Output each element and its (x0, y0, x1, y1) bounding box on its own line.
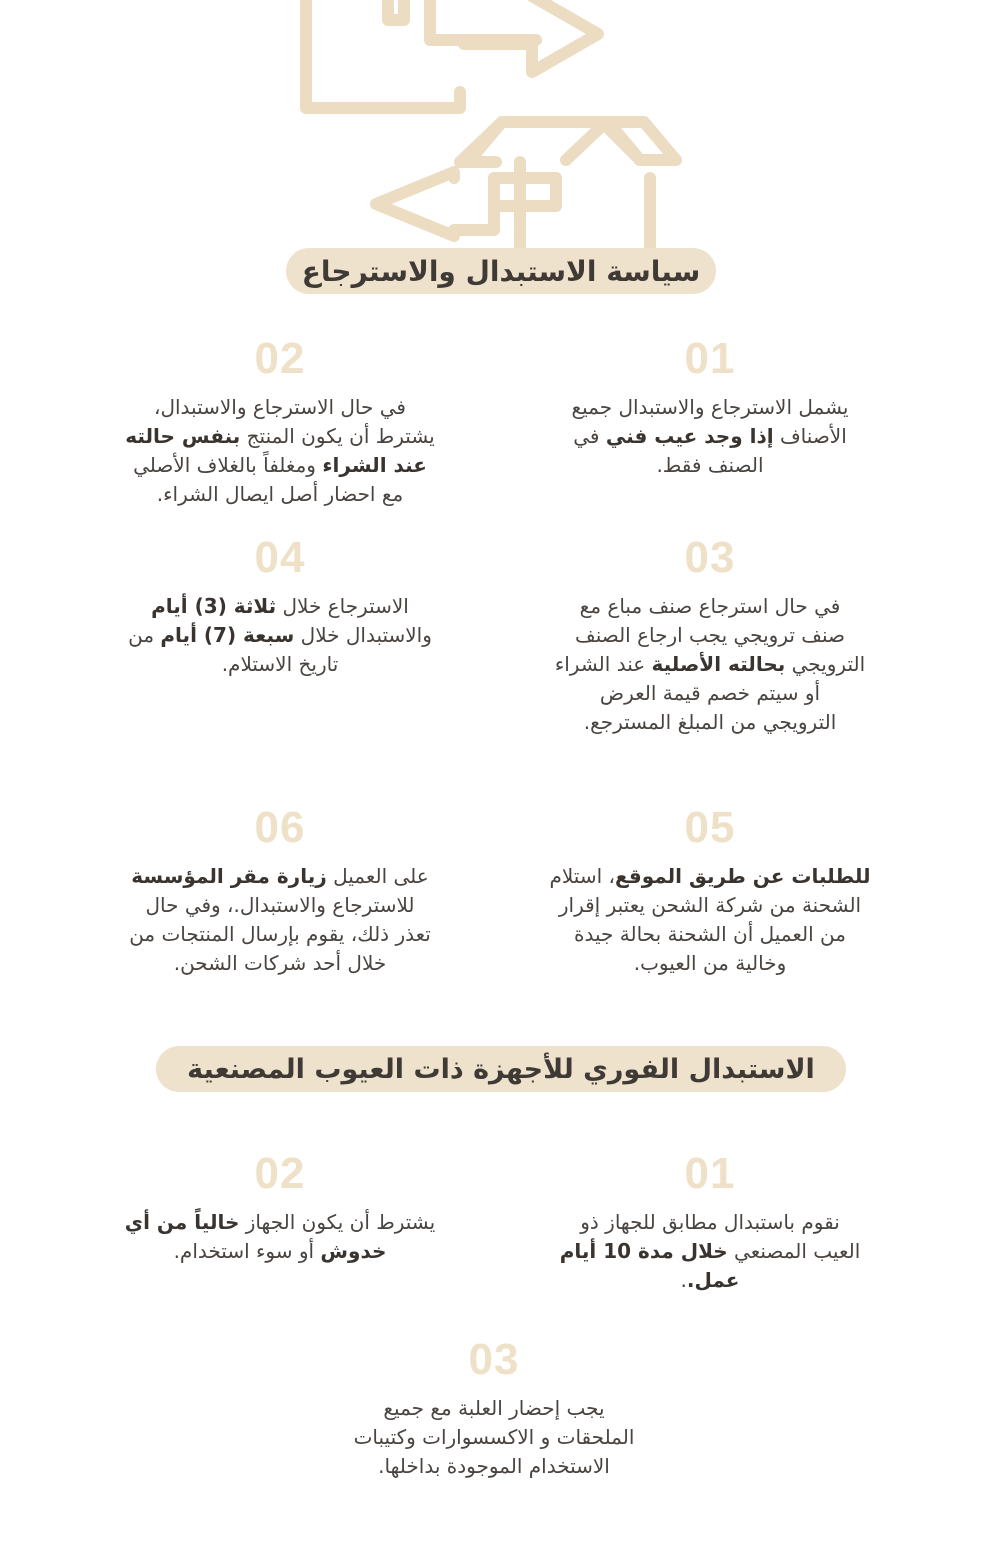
item-number: 01 (684, 334, 736, 383)
item-text (314, 1394, 674, 1481)
text-run: على العميل (326, 864, 429, 888)
item-text (100, 862, 460, 978)
text-run: يجب إحضار العلبة مع جميع الملحقات و الاكسسوارات وكتيبات الاستخدام الموجودة بداخلها. (353, 1396, 635, 1478)
emphasis-text: سبعة (7) أيام (160, 623, 295, 647)
text-run: يشمل الاسترجاع والاستبدال جميع الأصناف (571, 395, 849, 448)
emphasis-text: إذا وجد عيب فني (605, 424, 774, 448)
exchange-item-03 (294, 1336, 694, 1481)
emphasis-text: ثلاثة (3) أيام (151, 594, 277, 618)
item-text (530, 393, 890, 480)
item-number: 01 (684, 1149, 736, 1198)
text-run: الاسترجاع خلال (276, 594, 409, 618)
emphasis-text: خلال مدة 10 أيام عمل. (559, 1239, 740, 1292)
item-number: 02 (254, 334, 306, 383)
text-run: نقوم باستبدال مطابق للجهاز ذو العيب المصنعي (580, 1210, 861, 1263)
text-run: في الصنف فقط. (573, 424, 764, 477)
policy-item-06 (80, 804, 480, 978)
emphasis-text: بحالته الأصلية (651, 652, 786, 676)
text-run: للاسترجاع والاستبدال.، وفي حال تعذر ذلك، يقوم بإرسال المنتجات من خلال أحد شركات الشحن. (129, 893, 431, 975)
text-run: في حال استرجاع صنف مباع مع صنف ترويجي يجب ارجاع الصنف الترويجي (574, 594, 866, 676)
item-text (100, 1208, 460, 1266)
policy-item-03 (510, 534, 910, 737)
emphasis-text: خالياً من أي خدوش (124, 1210, 387, 1263)
item-text (100, 393, 460, 509)
policy-item-01 (510, 335, 910, 480)
text-run: عند الشراء أو سيتم خصم قيمة العرض الترويجي من المبلغ المسترجع. (554, 652, 837, 734)
text-run: في حال الاسترجاع والاستبدال، يشترط أن يكون المنتج (154, 395, 435, 448)
text-run: ومغلفاً بالغلاف الأصلي مع احضار أصل ايصال الشراء. (133, 453, 404, 506)
exchange-item-02 (80, 1150, 480, 1266)
emphasis-text: بنفس حالته عند الشراء (125, 424, 427, 477)
item-text (100, 592, 460, 679)
text-run: يشترط أن يكون الجهاز (239, 1210, 436, 1234)
item-number: 02 (254, 1149, 306, 1198)
policy-item-04 (80, 534, 480, 679)
item-text (530, 592, 890, 737)
item-number: 04 (254, 533, 306, 582)
item-text (530, 1208, 890, 1295)
exchange-item-01 (510, 1150, 910, 1295)
text-run: ، استلام الشحنة من شركة الشحن يعتبر إقرار من العميل أن الشحنة بحالة جيدة وخالية من العيوب. (549, 864, 862, 975)
item-number: 03 (468, 1335, 520, 1384)
item-number: 05 (684, 803, 736, 852)
emphasis-text: زيارة مقر المؤسسة (131, 864, 327, 888)
text-run: والاستبدال خلال (300, 623, 432, 647)
emphasis-text: للطلبات عن طريق الموقع (614, 864, 871, 888)
box-exchange-icon (0, 0, 1000, 250)
item-text (530, 862, 890, 978)
policy-item-05 (510, 804, 910, 978)
text-run: أو سوء استخدام. (173, 1239, 321, 1263)
section-title-instant-exchange: الاستبدال الفوري للأجهزة ذات العيوب المصنعية (156, 1046, 846, 1092)
section-title-return-policy: سياسة الاستبدال والاسترجاع (286, 248, 716, 294)
text-run: . (680, 1268, 687, 1292)
text-run: من تاريخ الاستلام. (128, 623, 339, 676)
item-number: 03 (684, 533, 736, 582)
policy-item-02 (80, 335, 480, 509)
item-number: 06 (254, 803, 306, 852)
